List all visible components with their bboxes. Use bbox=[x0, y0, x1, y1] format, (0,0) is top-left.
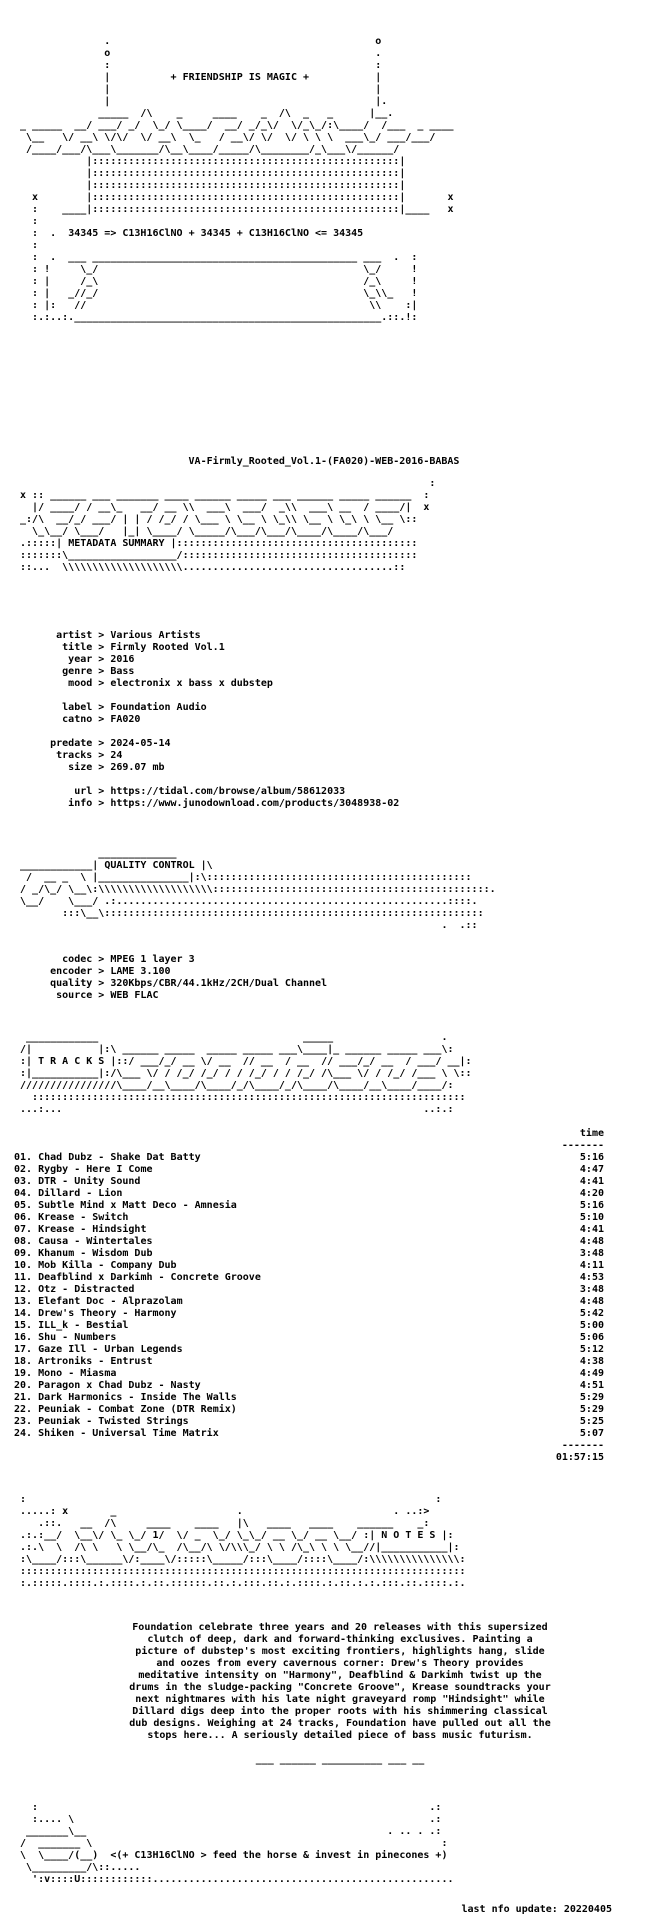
notes-divider: ___ ______ __________ ___ __ bbox=[255, 1754, 425, 1765]
track-time: 5:16 bbox=[579, 1200, 604, 1211]
track-row: 13. Elefant Doc - Alprazolam 4:48 bbox=[14, 1296, 604, 1307]
quality-row-source: source > WEB FLAC bbox=[14, 990, 159, 1001]
track-row: 12. Otz - Distracted 3:48 bbox=[14, 1284, 604, 1295]
notes-line: next nightmares with his late night graveyard romp "Hindsight" while bbox=[135, 1694, 545, 1705]
encoder-value: LAME 3.100 bbox=[110, 966, 171, 977]
track-row: 05. Subtle Mind x Matt Deco - Amnesia 5:16 bbox=[14, 1200, 604, 1211]
tracks-value: 24 bbox=[110, 750, 123, 761]
track-title: Krease - Switch bbox=[38, 1212, 129, 1223]
footer-ascii-art: : .: :.... \ .: _______\__ . .. . .: / _______ \ : \ \____/(__) <(+ C13H16ClNO > feed the horse & invest in pinecones +) \_________/\::..... ':v::::U::::::::::::.................................................. bbox=[20, 1802, 454, 1885]
total-rule: ------- bbox=[561, 1440, 604, 1451]
track-row: 01. Chad Dubz - Shake Dat Batty 5:16 bbox=[14, 1152, 604, 1163]
track-title: Dark Harmonics - Inside The Walls bbox=[38, 1392, 237, 1403]
track-title: DTR - Unity Sound bbox=[38, 1176, 141, 1187]
track-time: 5:12 bbox=[579, 1344, 604, 1355]
track-time: 5:00 bbox=[579, 1320, 604, 1331]
notes-line: Dillard digs deep into the proper roots with his shimmering classical bbox=[132, 1706, 548, 1717]
codec-value: MPEG 1 layer 3 bbox=[110, 954, 195, 965]
track-row: 09. Khanum - Wisdom Dub 3:48 bbox=[14, 1248, 604, 1259]
track-title: Peuniak - Combat Zone (DTR Remix) bbox=[38, 1404, 237, 1415]
notes-body bbox=[30, 1622, 648, 1766]
track-time: 5:29 bbox=[579, 1392, 604, 1403]
track-time: 4:20 bbox=[579, 1188, 604, 1199]
track-row: 11. Deafblind x Darkimh - Concrete Groove 4:53 bbox=[14, 1272, 604, 1283]
track-time: 3:48 bbox=[579, 1248, 604, 1259]
track-row: 22. Peuniak - Combat Zone (DTR Remix) 5:29 bbox=[14, 1404, 604, 1415]
notes-line: meditative intensity on "Harmony", Deafblind & Darkimh twist up the bbox=[138, 1670, 542, 1681]
track-time: 5:06 bbox=[579, 1332, 604, 1343]
track-row: 03. DTR - Unity Sound 4:41 bbox=[14, 1176, 604, 1187]
header-ascii-art: . o o . : : | + FRIENDSHIP IS MAGIC + | | | | |. _____ /\ _ ____ _ /\ _ _ |__. _ _____ __/ ___/ _/ \_/ \____/ __/ _/_\/ \/_\_/:\____/ /___ _ ____ \__ \/ __\ \/\/ \/ __\ \_ / __\/ \/ \/ \ \ \ ___\_/ ___/___/ /____/___/\___\_______/\__\____/_____/\________/_\___\/______/ |:::::::::::::::::::::::::::::::::::::::::::::::::::| |:::::::::::::::::::::::::::::::::::::::::::::::::::| |:::::::::::::::::::::::::::::::::::::::::::::::::::| x |:::::::::::::::::::::::::::::::::::::::::::::::::::| x : ____|:::::::::::::::::::::::::::::::::::::::::::::::::::|____ x : : . 34345 => C13H16ClNO + 34345 + C13H16ClNO <= 34345 : : . ___ ____________________________________________ ___ . : : ! \_/ \_/ ! : | /_\ /_\ ! : | _//_/ \_\\_ ! : |: // \\ :| :.:..:.___________________________________________________.::.!: bbox=[14, 36, 454, 324]
track-title: Drew's Theory - Harmony bbox=[38, 1308, 177, 1319]
metadata-row-label: label > Foundation Audio bbox=[14, 702, 207, 713]
notes-line: dub designs. Weighing at 24 tracks, Foundation have pulled out all the bbox=[129, 1718, 551, 1729]
genre-value: Bass bbox=[110, 666, 135, 677]
tracks-ascii-art: ____________ _____ . /| |:\ ______ _____ _____ _____ ___\____|_ ______ _____ ___\: :| T R A C K S |::/ ___/_/ __ \/ __ // __ / __ // ___/_/ __ / ___/ __|: :|___________|:/\___ \/ / /_/ /_/ / / /_/ / / /_/ /\___ \/ / /_/ /___ \ \:: ////////////////\____/__\____/\____/_/\____/_/\____/\____/__\____/____/: :::::::::::::::::::::::::::::::::::::::::::::::::::::::::::::::::::::::: ...:... ..:.: bbox=[20, 1032, 472, 1115]
quality-value: 320Kbps/CBR/44.1kHz/2CH/Dual Channel bbox=[110, 978, 328, 989]
time-column-header: time bbox=[579, 1128, 604, 1139]
track-time: 4:49 bbox=[579, 1368, 604, 1379]
track-title: Dillard - Lion bbox=[38, 1188, 123, 1199]
metadata-ascii-art: : x :: ______ ___ _______ ____ ______ _____ ___ ______ _____ ______ : |/ ____/ / __\_ __/ __ \\ ___\ ___/ _\\ ___\ __ / ____/| x _:/\ __/_/ ___/ | | / /_/ / \___ \ \__ \ \_\\ \__ \ \_\ \ \__ \:: \_\__/ \___/ |_| \____/ \_____/\___/\___/\____/\____/\___/ .:::::| METADATA SUMMARY |:::::::::::::::::::::::::::::::::::::::: :::::::\__________________/::::::::::::::::::::::::::::::::::::::: ::... \\\\\\\\\\\\\\\\\\\\...................................:: bbox=[20, 478, 436, 573]
track-time: 4:47 bbox=[579, 1164, 604, 1175]
track-row: 20. Paragon x Chad Dubz - Nasty 4:51 bbox=[14, 1380, 604, 1391]
quality-row-encoder: encoder > LAME 3.100 bbox=[14, 966, 171, 977]
track-row: 24. Shiken - Universal Time Matrix 5:07 bbox=[14, 1428, 604, 1439]
track-row: 06. Krease - Switch 5:10 bbox=[14, 1212, 604, 1223]
header-art-top: . o o . : : | + FRIENDSHIP IS MAGIC + | | | | |. bbox=[104, 36, 388, 107]
metadata-row-info: info > https://www.junodownload.com/products/3048938-02 bbox=[14, 798, 400, 809]
release-name: VA-Firmly_Rooted_Vol.1-(FA020)-WEB-2016-BABAS bbox=[188, 456, 460, 467]
year-value: 2016 bbox=[110, 654, 135, 665]
track-list: time ------- 01. Chad Dubz - Shake Dat Batty 5:16 02. Rygby - Here I Come 4:47 03. DTR - Unity Sound 4:41 04. Dillard - Lion 4:20 05. Subtle Mind x Matt Deco - Amnesia 5:16 06. Krease - Switch 5:10 07. Krease - Hindsight 4:41 08. Causa - Wintertales 4:48 09. Khanum - Wisdom Dub 3:48 10. Mob Killa - Company Dub 4:11 11. Deafblind x Darkimh - Concrete Groove 4:53 12. Otz - Distracted 3:48 13. Elefant Doc - Alprazolam 4:48 14. Drew's Theory - Harmony 5:42 15. ILL_k - Bestial 5:00 16. Shu - Numbers 5:06 17. Gaze Ill - Urban Legends 5:12 18. Artroniks - Entrust 4:38 19. Mono - Miasma 4:49 20. Paragon x Chad Dubz - Nasty 4:51 21. Dark Harmonics - Inside The Walls 5:29 22. Peuniak - Combat Zone (DTR Remix) 5:29 23. Peuniak - Twisted Strings 5:25 24. Shiken - Universal Time Matrix 5:07 ------- 01:57:15 bbox=[14, 1128, 604, 1463]
track-time: 4:41 bbox=[579, 1176, 604, 1187]
track-row: 14. Drew's Theory - Harmony 5:42 bbox=[14, 1308, 604, 1319]
track-time: 5:10 bbox=[579, 1212, 604, 1223]
track-row: 04. Dillard - Lion 4:20 bbox=[14, 1188, 604, 1199]
label-value: Foundation Audio bbox=[110, 702, 207, 713]
title-value: Firmly Rooted Vol.1 bbox=[110, 642, 225, 653]
track-row: 21. Dark Harmonics - Inside The Walls 5:29 bbox=[14, 1392, 604, 1403]
url-link[interactable]: https://tidal.com/browse/album/58612033 bbox=[110, 786, 346, 797]
metadata-row-url: url > https://tidal.com/browse/album/58612033 bbox=[14, 786, 346, 797]
chemical-reaction-line: 34345 => C13H16ClNO + 34345 + C13H16ClNO <= 34345 bbox=[68, 228, 364, 239]
track-title: Otz - Distracted bbox=[38, 1284, 135, 1295]
notes-line: stops here... A seriously detailed piece of bass music futurism. bbox=[147, 1730, 533, 1741]
metadata-row-genre: genre > Bass bbox=[14, 666, 135, 677]
track-time: 4:48 bbox=[579, 1296, 604, 1307]
track-row: 08. Causa - Wintertales 4:48 bbox=[14, 1236, 604, 1247]
metadata-row-tracks: tracks > 24 bbox=[14, 750, 123, 761]
metadata-row-artist: artist > Various Artists bbox=[14, 630, 201, 641]
track-time: 5:29 bbox=[579, 1404, 604, 1415]
track-time: 4:53 bbox=[579, 1272, 604, 1283]
track-time: 4:11 bbox=[579, 1260, 604, 1271]
notes-line: drums in the sludge-packing "Concrete Groove", Krease soundtracks your bbox=[129, 1682, 551, 1693]
quality-row-codec: codec > MPEG 1 layer 3 bbox=[14, 954, 195, 965]
artist-value: Various Artists bbox=[110, 630, 201, 641]
track-title: Mob Killa - Company Dub bbox=[38, 1260, 177, 1271]
total-time: 01:57:15 bbox=[555, 1452, 604, 1463]
track-time: 5:16 bbox=[579, 1152, 604, 1163]
track-title: Krease - Hindsight bbox=[38, 1224, 147, 1235]
track-row: 07. Krease - Hindsight 4:41 bbox=[14, 1224, 604, 1235]
footer-tagline: <(+ C13H16ClNO > feed the horse & invest in pinecones +) bbox=[110, 1850, 448, 1861]
tracks-section-title: T R A C K S bbox=[38, 1056, 105, 1067]
track-time: 4:38 bbox=[579, 1356, 604, 1367]
notes-line: clutch of deep, dark and forward-thinking exclusives. Painting a bbox=[147, 1634, 533, 1645]
track-title: Elefant Doc - Alprazolam bbox=[38, 1296, 183, 1307]
track-time: 5:25 bbox=[579, 1416, 604, 1427]
catno-value: FA020 bbox=[110, 714, 141, 725]
track-title: Paragon x Chad Dubz - Nasty bbox=[38, 1380, 201, 1391]
notes-line: Foundation celebrate three years and 20 releases with this supersized bbox=[132, 1622, 548, 1633]
quality-list bbox=[14, 954, 327, 1002]
track-title: Chad Dubz - Shake Dat Batty bbox=[38, 1152, 201, 1163]
metadata-row-title: title > Firmly Rooted Vol.1 bbox=[14, 642, 225, 653]
metadata-row-size: size > 269.07 mb bbox=[14, 762, 165, 773]
last-update: last nfo update: 20220405 bbox=[461, 1904, 612, 1915]
track-title: Causa - Wintertales bbox=[38, 1236, 153, 1247]
notes-section-title: N O T E S bbox=[381, 1530, 436, 1541]
track-list-header bbox=[14, 1128, 604, 1140]
source-value: WEB FLAC bbox=[110, 990, 159, 1001]
track-time: 3:48 bbox=[579, 1284, 604, 1295]
mood-value: electronix x bass x dubstep bbox=[110, 678, 273, 689]
track-title: Peuniak - Twisted Strings bbox=[38, 1416, 189, 1427]
track-title: Khanum - Wisdom Dub bbox=[38, 1248, 153, 1259]
track-time: 4:41 bbox=[579, 1224, 604, 1235]
track-time: 4:48 bbox=[579, 1236, 604, 1247]
notes-line: and oozes from every cavernous corner: Drew's Theory provides bbox=[156, 1658, 524, 1669]
track-title: Deafblind x Darkimh - Concrete Groove bbox=[38, 1272, 261, 1283]
metadata-row-predate: predate > 2024-05-14 bbox=[14, 738, 171, 749]
quality-ascii-art: _____________ ____________| QUALITY CONTROL |\ / __ _ \ |_______________|:\:::::::::::::::::::::::::::::::::::::::::::: / _/\_/ \__\:\\\\\\\\\\\\\\\\\\\::::::::::::::::::::::::::::::::::::::::::::::. \__/ \___/ .:.......................................................::::. :::\__\::::::::::::::::::::::::::::::::::::::::::::::::::::::::::::::: . .:: bbox=[20, 848, 496, 931]
track-title: Artroniks - Entrust bbox=[38, 1356, 153, 1367]
track-time: 4:51 bbox=[579, 1380, 604, 1391]
track-row: 18. Artroniks - Entrust 4:38 bbox=[14, 1356, 604, 1367]
predate-value: 2024-05-14 bbox=[110, 738, 171, 749]
track-row: 16. Shu - Numbers 5:06 bbox=[14, 1332, 604, 1343]
track-time: 5:42 bbox=[579, 1308, 604, 1319]
quality-row-quality: quality > 320Kbps/CBR/44.1kHz/2CH/Dual Channel bbox=[14, 978, 328, 989]
track-row: 23. Peuniak - Twisted Strings 5:25 bbox=[14, 1416, 604, 1427]
size-value: 269.07 mb bbox=[110, 762, 165, 773]
notes-line: picture of dubstep's most exciting frontiers, highlights hang, slide bbox=[135, 1646, 545, 1657]
track-title: Shu - Numbers bbox=[38, 1332, 117, 1343]
total-time-row bbox=[14, 1452, 604, 1464]
track-row: 19. Mono - Miasma 4:49 bbox=[14, 1368, 604, 1379]
metadata-section-title: METADATA SUMMARY bbox=[68, 538, 165, 549]
metadata-row-year: year > 2016 bbox=[14, 654, 135, 665]
info-link[interactable]: https://www.junodownload.com/products/3048938-02 bbox=[110, 798, 400, 809]
track-title: Gaze Ill - Urban Legends bbox=[38, 1344, 183, 1355]
track-time: 5:07 bbox=[579, 1428, 604, 1439]
metadata-row-catno: catno > FA020 bbox=[14, 714, 141, 725]
track-row: 15. ILL_k - Bestial 5:00 bbox=[14, 1320, 604, 1331]
track-title: Rygby - Here I Come bbox=[38, 1164, 153, 1175]
track-title: Mono - Miasma bbox=[38, 1368, 117, 1379]
track-title: ILL_k - Bestial bbox=[38, 1320, 129, 1331]
track-row: 02. Rygby - Here I Come 4:47 bbox=[14, 1164, 604, 1175]
metadata-row-mood: mood > electronix x bass x dubstep bbox=[14, 678, 273, 689]
metadata-list bbox=[14, 630, 399, 810]
track-title: Subtle Mind x Matt Deco - Amnesia bbox=[38, 1200, 237, 1211]
quality-section-title: QUALITY CONTROL bbox=[104, 860, 195, 871]
track-title: Shiken - Universal Time Matrix bbox=[38, 1428, 219, 1439]
track-row: 17. Gaze Ill - Urban Legends 5:12 bbox=[14, 1344, 604, 1355]
notes-ascii-art: : : .....: x _ . . ..:> .::. __ /\ ____ ____ |\ ____ ____ ______ _: .:.:__/ \__\/ \_ \_/ 1/ \/ _ \_/ \_\_/ __ \_/ __ \__/ :| N O T E S |: .:.\ \ /\ \ \ \__/\_ /\__/\ \/\\\_/ \ \ /\_\ \ \ \__//|___________|: :\____/:::\______\/:____\/:::::\_____/:::\____/::::\____/:\\\\\\\\\\\\\\\: :::::::::::::::::::::::::::::::::::::::::::::::::::::::::::::::::::::::::: :.:::::.::::.:.::::.:.::.::::::.::.:.:::.::.:.::::.:.::.:.:.:::.::.::::.:. bbox=[20, 1494, 466, 1589]
track-row: 10. Mob Killa - Company Dub 4:11 bbox=[14, 1260, 604, 1271]
